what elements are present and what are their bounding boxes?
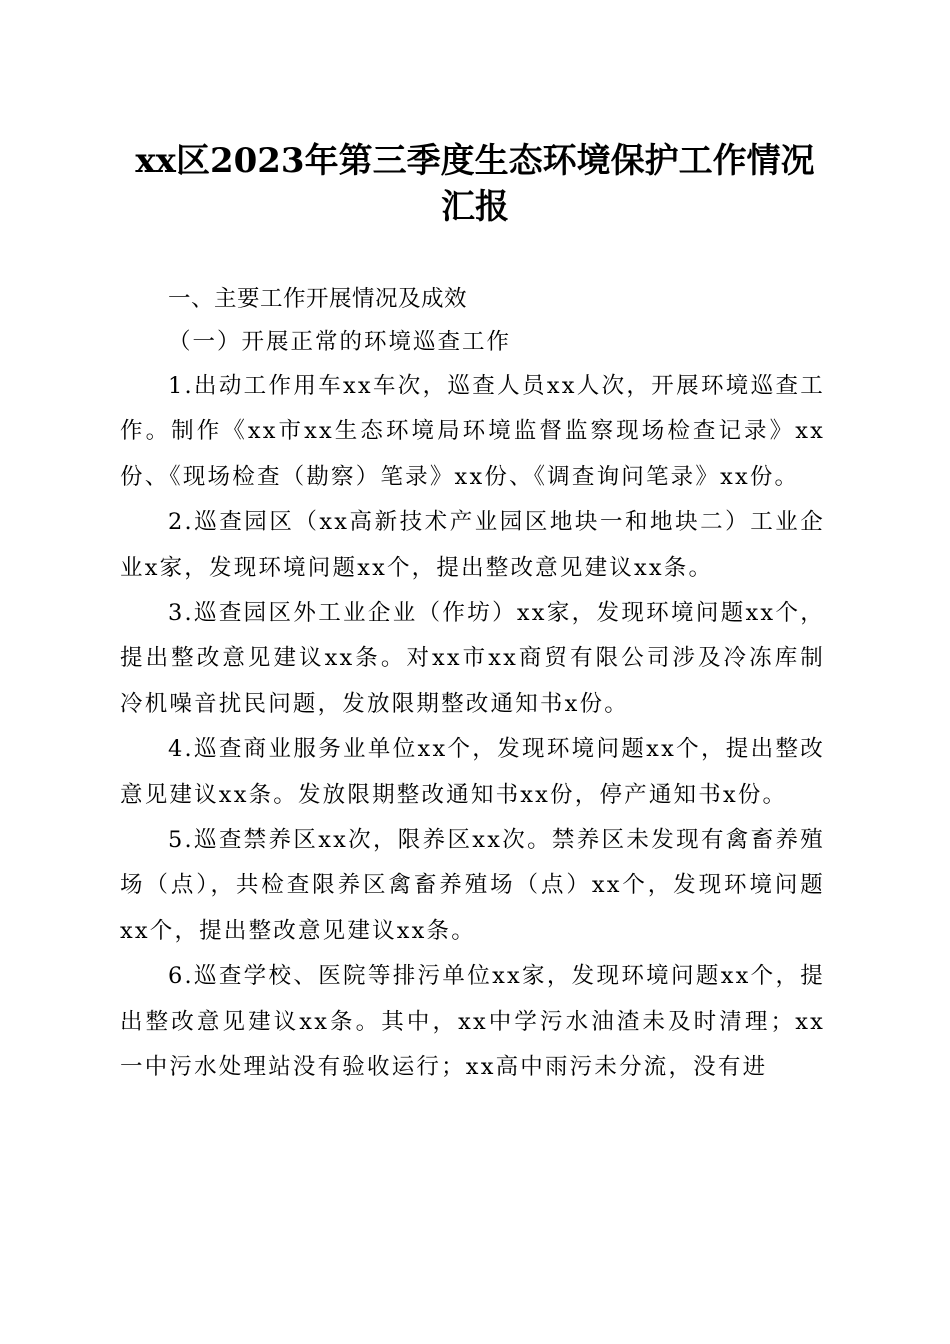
subsection-heading: （一）开展正常的环境巡查工作 bbox=[168, 329, 512, 355]
paragraph-item-1: 1.出动工作用车xx车次，巡查人员xx人次，开展环境巡查工作。制作《xx市xx生态环境局环境监督监察现场检查记录》xx份、《现场检查（勘察）笔录》xx份、《调查询问笔录》xx份。 bbox=[120, 373, 825, 490]
paragraph-item-5: 5.巡查禁养区xx次，限养区xx次。禁养区未发现有禽畜养殖场（点），共检查限养区禽畜养殖场（点）xx个，发现环境问题xx个，提出整改意见建议xx条。 bbox=[120, 827, 825, 944]
document-body bbox=[120, 278, 825, 1091]
title-line-1: xx区2023年第三季度生态环境保护工作情况 bbox=[135, 141, 815, 181]
document-title bbox=[100, 138, 850, 230]
title-line-2: 汇报 bbox=[441, 187, 509, 227]
paragraph-item-3: 3.巡查园区外工业企业（作坊）xx家，发现环境问题xx个，提出整改意见建议xx条。对xx市xx商贸有限公司涉及冷冻库制冷机噪音扰民问题，发放限期整改通知书x份。 bbox=[120, 600, 825, 717]
paragraph-item-4: 4.巡查商业服务业单位xx个，发现环境问题xx个，提出整改意见建议xx条。发放限期整改通知书xx份，停产通知书x份。 bbox=[120, 736, 825, 808]
paragraph-item-2: 2.巡查园区（xx高新技术产业园区地块一和地块二）工业企业x家，发现环境问题xx个，提出整改意见建议xx条。 bbox=[120, 509, 825, 581]
section-heading: 一、主要工作开展情况及成效 bbox=[168, 286, 468, 312]
paragraph-item-6: 6.巡查学校、医院等排污单位xx家，发现环境问题xx个，提出整改意见建议xx条。其中，xx中学污水油渣未及时清理；xx一中污水处理站没有验收运行；xx高中雨污未分流，没有进 bbox=[120, 963, 825, 1081]
